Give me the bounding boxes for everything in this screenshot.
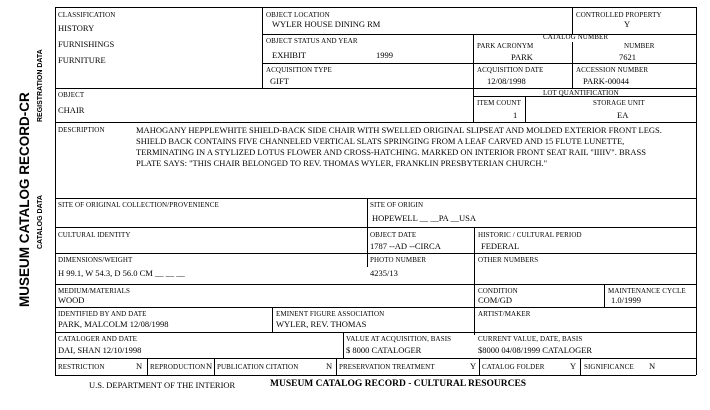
lot-quantification-label: LOT QUANTIFICATION [543,89,619,97]
flag-restriction-value: N [136,361,143,371]
acquisition-date-value: 12/08/1998 [487,76,526,86]
dimensions-label: DIMENSIONS/WEIGHT [58,256,133,264]
flag-significance-value: N [649,361,656,371]
condition-label: CONDITION [478,287,518,295]
eminent-figure-value: WYLER, REV. THOMAS [276,319,367,329]
classification-label: CLASSIFICATION [58,11,116,19]
flag-restriction-label: RESTRICTION [58,363,105,371]
park-acronym-label: PARK ACRONYM [477,42,534,50]
materials-label: MEDIUM/MATERIALS [58,287,130,295]
storage-unit-label: STORAGE UNIT [593,99,645,107]
object-date-label: OBJECT DATE [370,231,417,239]
catalog-number-label: CATALOG NUMBER [543,33,609,41]
cultural-identity-label: CULTURAL IDENTITY [58,231,131,239]
condition-value: COM/GD [478,295,513,305]
identified-by-label: IDENTIFIED BY AND DATE [58,310,147,318]
description-line-3: TERMINATING IN A STYLIZED LOTUS FLOWER AND CROSS-HATCHING. MARKED ON INTERIOR FRONT SEAT RAIL "IIIIV". BRASS [136,147,646,157]
photo-number-label: PHOTO NUMBER [370,256,427,264]
classification-line-2: FURNISHINGS [58,39,115,49]
flag-catalog-folder-label: CATALOG FOLDER [482,363,545,371]
object-date-value: 1787 --AD --CIRCA [370,241,441,251]
controlled-property-label: CONTROLLED PROPERTY [576,11,662,19]
classification-line-1: HISTORY [58,23,95,33]
site-collection-label: SITE OF ORIGINAL COLLECTION/PROVENIENCE [58,201,219,209]
other-numbers-label: OTHER NUMBERS [478,256,539,264]
classification-line-3: FURNITURE [58,55,106,65]
acquisition-type-value: GIFT [270,76,289,86]
acquisition-type-label: ACQUISITION TYPE [266,66,332,74]
description-line-1: MAHOGANY HEPPLEWHITE SHIELD-BACK SIDE CHAIR WITH SWELLED ORIGINAL SLIPSEAT AND MOLDED EXTERIOR FRONT LEGS. [136,125,662,135]
park-acronym-value: PARK [511,52,533,62]
item-count-label: ITEM COUNT [477,99,521,107]
current-value-value: $8000 04/08/1999 CATALOGER [478,345,593,355]
side-title: MUSEUM CATALOG RECORD-CR [17,92,32,307]
flag-catalog-folder-value: Y [570,361,577,371]
object-location-value: WYLER HOUSE DINING RM [272,19,381,29]
eminent-figure-label: EMINENT FIGURE ASSOCIATION [276,310,385,318]
catalog-number-number-label: NUMBER [624,42,655,50]
historic-period-value: FEDERAL [481,241,520,251]
historic-period-label: HISTORIC / CULTURAL PERIOD [478,231,582,239]
accession-number-label: ACCESSION NUMBER [576,66,649,74]
object-status-label: OBJECT STATUS AND YEAR [266,37,358,45]
artist-label: ARTIST/MAKER [478,310,531,318]
description-label: DESCRIPTION [58,126,105,134]
controlled-property-value: Y [624,19,631,29]
materials-value: WOOD [58,295,85,305]
object-status-value: EXHIBIT [272,50,306,60]
value-at-acquisition-value: $ 8000 CATALOGER [346,345,422,355]
dimensions-value: H 99.1, W 54.3, D 56.0 CM __ __ __ [58,268,185,278]
cataloger-label: CATALOGER AND DATE [58,335,138,343]
flag-preservation-label: PRESERVATION TREATMENT [339,363,435,371]
cataloger-value: DAI, SHAN 12/10/1998 [58,345,142,355]
flag-publication-label: PUBLICATION CITATION [217,363,299,371]
value-at-acquisition-label: VALUE AT ACQUISITION, BASIS [346,335,452,343]
footer-department: U.S. DEPARTMENT OF THE INTERIOR [89,380,236,390]
object-location-label: OBJECT LOCATION [266,11,330,19]
description-line-4: PLATE SAYS: "THIS CHAIR BELONGED TO REV. THOMAS WYLER, FRANKLIN PRESBYTERIAN CHURCH." [136,158,548,168]
flag-publication-value: N [326,361,333,371]
site-origin-label: SITE OF ORIGIN [370,201,424,209]
object-label: OBJECT [58,91,85,99]
current-value-label: CURRENT VALUE, DATE, BASIS [478,335,583,343]
storage-unit-value: EA [617,110,629,120]
flag-significance-label: SIGNIFICANCE [584,363,634,371]
flag-reproduction-label: REPRODUCTION [150,363,206,371]
identified-by-value: PARK, MALCOLM 12/08/1998 [58,319,169,329]
maintenance-value: 1.0/1999 [611,295,641,305]
footer-title: MUSEUM CATALOG RECORD - CULTURAL RESOURCES [270,379,527,389]
acquisition-date-label: ACQUISITION DATE [477,66,544,74]
object-value: CHAIR [58,105,85,115]
catalog-number-value: 7621 [619,52,636,62]
flag-preservation-value: Y [470,361,477,371]
accession-number-value: PARK-00044 [583,76,629,86]
maintenance-label: MAINTENANCE CYCLE [608,287,686,295]
photo-number-value: 4235/13 [370,268,398,278]
description-line-2: SHIELD BACK CONTAINS FIVE CHANNELED VERTICAL SLATS SPRINGING FROM A LEAF CARVED AND 15 FLUTE LUNETTE, [136,136,625,146]
side-catalog-label: CATALOG DATA [37,195,44,249]
flag-reproduction-value: N [206,361,213,371]
site-origin-value: HOPEWELL __ __PA __USA [372,213,476,223]
object-status-year: 1999 [376,50,393,60]
item-count-value: 1 [513,110,518,120]
side-registration-label: REGISTRATION DATA [37,49,44,122]
